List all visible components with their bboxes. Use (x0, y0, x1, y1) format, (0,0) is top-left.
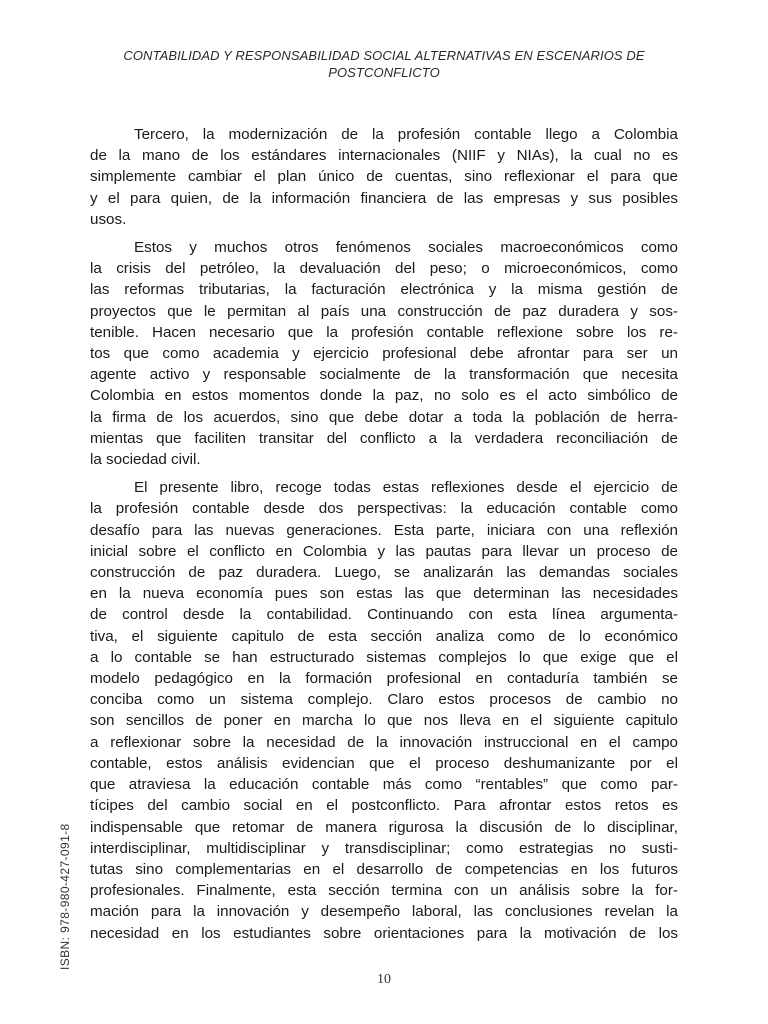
isbn-label: ISBN: 978-980-427-091-8 (58, 823, 72, 970)
text-line: necesidad en los estudiantes sobre orientaciones para la motivación de los (90, 924, 678, 942)
text-line: inicial sobre el conflicto en Colombia y las pautas para llevar un proceso de (90, 542, 678, 560)
running-header (90, 47, 678, 81)
text-line: indispensable que retomar de manera rigurosa la discusión de lo disciplinar, (90, 818, 678, 836)
text-line: mación para la innovación y desempeño laboral, las conclusiones revelan la (90, 903, 678, 921)
text-line: en la nueva economía pues son estas las que determinan las necesidades (90, 585, 678, 603)
text-line: de control desde la contabilidad. Continuando con esta línea argumenta- (90, 606, 678, 624)
text-line: tícipes del cambio social en el postconflicto. Para afrontar estos retos es (90, 797, 678, 815)
text-line: de la mano de los estándares internacionales (NIIF y NIAs), la cual no es (90, 147, 678, 165)
text-line: interdisciplinar, multidisciplinar y transdisciplinar; como estrategias no susti- (90, 839, 678, 857)
text-line: modelo pedagógico en la formación profesional en contaduría también se (90, 670, 678, 688)
text-line: Colombia en estos momentos donde la paz, no solo es el acto simbólico de (90, 387, 678, 405)
page-number: 10 (377, 972, 391, 987)
text-line: proyectos que le permitan al país una construcción de paz duradera y sos- (90, 302, 678, 320)
text-line: tos que como academia y ejercicio profesional debe afrontar para ser un (90, 345, 678, 363)
text-line: contable, estos análisis evidencian que el proceso deshumanizante por el (90, 754, 678, 772)
text-line: tiva, el siguiente capitulo de esta sección analiza como de lo económico (90, 627, 678, 645)
text-line: a lo contable se han estructurado sistemas complejos lo que exige que el (90, 648, 678, 666)
text-line: agente activo y responsable socialmente de la transformación que necesita (90, 366, 678, 384)
text-line: profesionales. Finalmente, esta sección termina con un análisis sobre la for- (90, 882, 678, 900)
text-line: que atraviesa la educación contable más como “rentables” que como par- (90, 776, 678, 794)
text-line: El presente libro, recoge todas estas reflexiones desde el ejercicio de (134, 479, 678, 497)
text-line: Tercero, la modernización de la profesión contable llego a Colombia (134, 126, 678, 143)
paragraph-3 (90, 477, 678, 943)
text-line: mientas que faciliten transitar del conflicto a la verdadera reconciliación de (90, 429, 678, 447)
text-line: las reformas tributarias, la facturación electrónica y la misma gestión de (90, 281, 678, 299)
text-line: simplemente cambiar el plan único de cuentas, sino reflexionar el para que (90, 168, 678, 186)
running-header-line-2: POSTCONFLICTO (328, 65, 440, 80)
text-line: usos. (90, 210, 127, 228)
text-line: son sencillos de poner en marcha lo que nos lleva en el siguiente capitulo (90, 712, 678, 730)
paragraph-2 (90, 237, 678, 470)
text-line: Estos y muchos otros fenómenos sociales macroeconómicos como (134, 239, 678, 257)
text-line: tenible. Hacen necesario que la profesión contable reflexione sobre los re- (90, 323, 678, 341)
text-line: la sociedad civil. (90, 451, 201, 469)
text-line: la crisis del petróleo, la devaluación del peso; o microeconómicos, como (90, 260, 678, 278)
text-line: desafío para las nuevas generaciones. Esta parte, iniciara con una reflexión (90, 521, 678, 539)
text-line: la firma de los acuerdos, sino que debe dotar a toda la población de herra- (90, 408, 678, 426)
text-line: la profesión contable desde dos perspectivas: la educación contable como (90, 500, 678, 518)
paragraph-1 (90, 124, 678, 230)
text-line: construcción de paz duradera. Luego, se analizarán las demandas sociales (90, 564, 678, 582)
running-header-line-1: CONTABILIDAD Y RESPONSABILIDAD SOCIAL ALTERNATIVAS EN ESCENARIOS DE (123, 48, 645, 63)
text-line: a reflexionar sobre la necesidad de la innovación instruccional en el campo (90, 733, 678, 751)
text-line: conciba como un sistema complejo. Claro estos procesos de cambio no (90, 691, 678, 709)
text-line: y el para quien, de la información financiera de las empresas y sus posibles (90, 189, 678, 207)
body-text (90, 124, 678, 951)
text-line: tutas sino complementarias en el desarrollo de competencias en los futuros (90, 860, 678, 878)
